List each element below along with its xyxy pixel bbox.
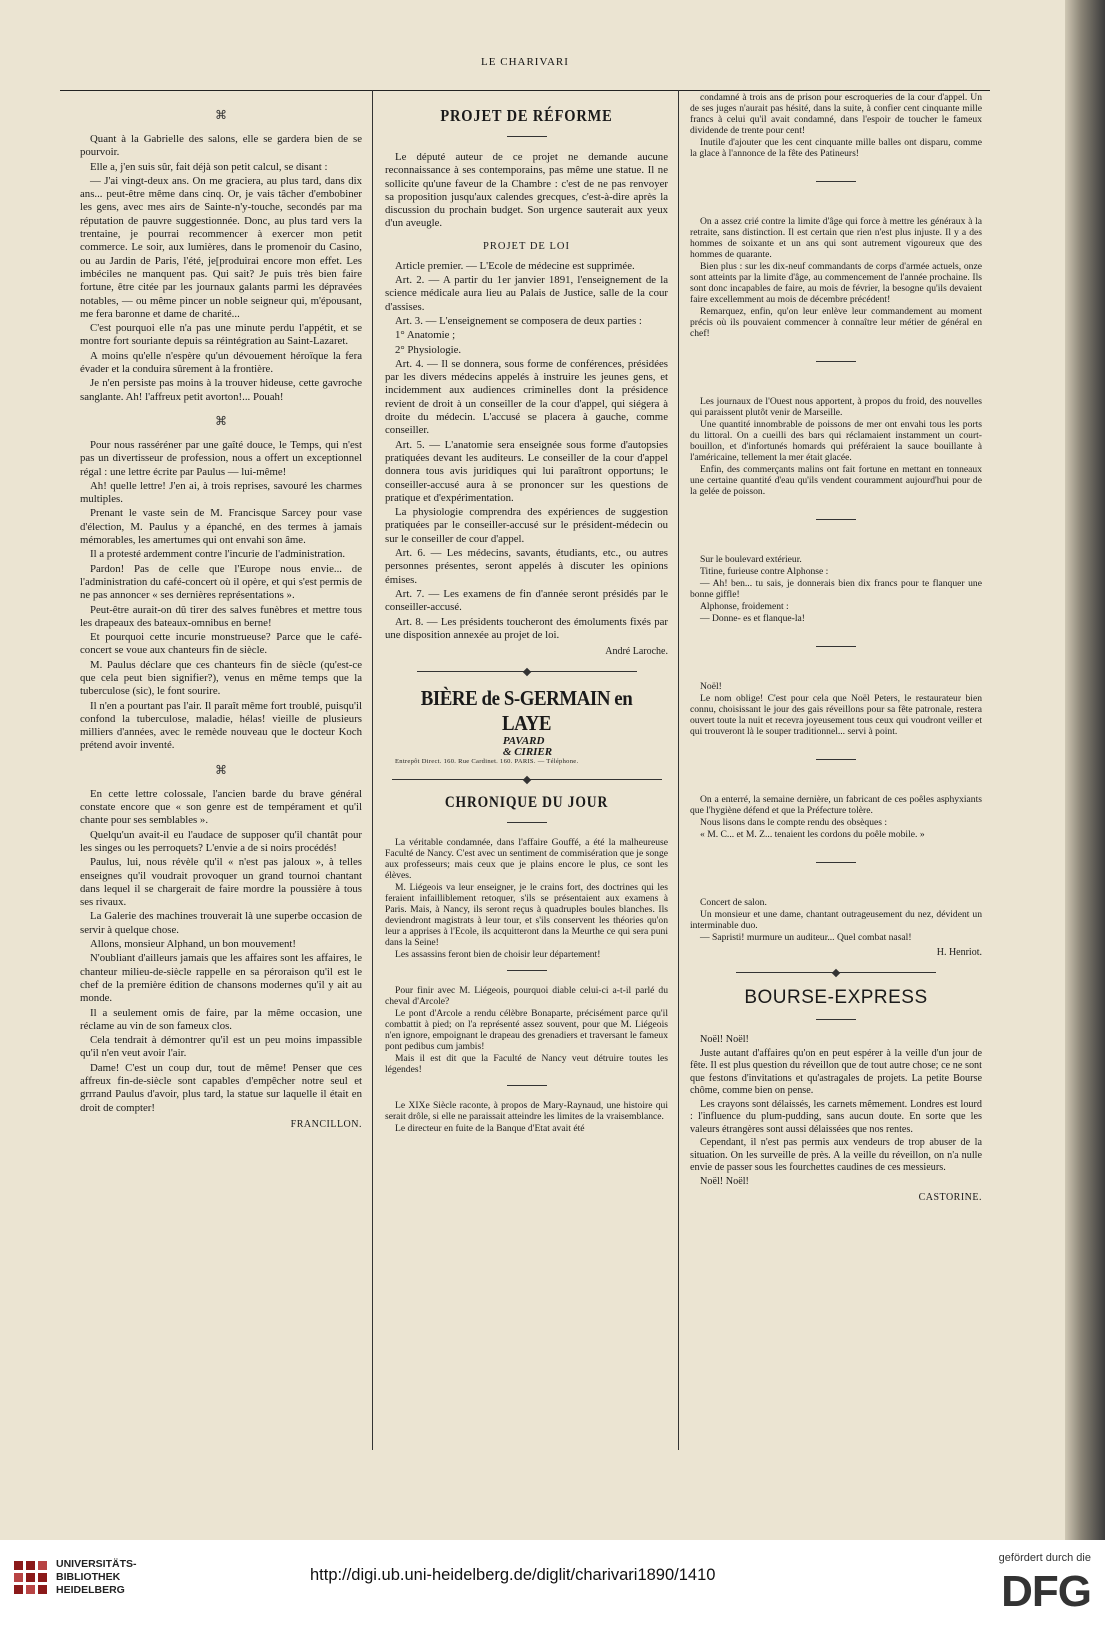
paragraph: M. Liégeois va leur enseigner, je le crains fort, des doctrines qui les feraient infailliblement retoquer, s'ils se présentaient aux examens à Paris. Mais, à Nancy, ils seront reçus à quadruples boules blanches. Ils deviendront magistrats à leur tour, et s'ils conservent les théories qu'on leur a apprises à l'Ecole, ils acquitteront dans la Meurthe ce qui sera puni dans la Seine! bbox=[385, 882, 668, 949]
paragraph: En cette lettre colossale, l'ancien barde du brave général constate encore que « son genre est de tempérament et qu'il chante pour ses semblables ». bbox=[80, 787, 362, 827]
paragraph: Quant à la Gabrielle des salons, elle se gardera bien de se pourvoir. bbox=[80, 133, 362, 159]
paragraph: Les assassins feront bien de choisir leur département! bbox=[395, 949, 601, 961]
paragraph: Concert de salon. bbox=[700, 897, 767, 908]
divider bbox=[816, 519, 856, 520]
divider bbox=[816, 646, 856, 647]
paragraph: Peut-être aurait-on dû tirer des salves funèbres et mettre tous les drapeaux des bateaux-omnibus en berne! bbox=[80, 603, 362, 629]
paragraph: Inutile d'ajouter que les cent cinquante mille balles ont disparu, comme la glace à l'annonce de la fête des Patineurs! bbox=[690, 137, 982, 159]
article-title: PROJET DE RÉFORME bbox=[440, 106, 613, 125]
paragraph: Noël! Noël! bbox=[700, 1175, 749, 1187]
article-paragraph: Art. 4. — Il se donnera, sous forme de conférences, présidées par les divers médecins appelés à instruire les jeunes gens, et incidemment aux audiences criminelles dont la présidence revient de droit à un conseiller de la cour d'appel, qui siégera à droite du médecin. L'accusé se placera à gauche, comme conseiller. bbox=[385, 357, 668, 437]
library-name bbox=[56, 1558, 137, 1597]
ad-brand-line-2: & CIRIER bbox=[502, 746, 553, 759]
funding-caption: gefördert durch die bbox=[998, 1552, 1091, 1564]
paragraph: Une quantité innombrable de poissons de mer ont envahi tous les ports du littoral. On a cueilli des bars qui réclamaient instamment un court-bouillon, et d'infortunés homards qui préféraient la sauce bouillante à l'américaine, tellement la mer était glacée. bbox=[690, 419, 982, 463]
paragraph: Et pourquoi cette incurie monstrueuse? Parce que le café-concert se voue aux chanteurs fin de siècle. bbox=[80, 631, 362, 657]
signature: FRANCILLON. bbox=[290, 1118, 362, 1130]
paragraph: M. Paulus déclare que ces chanteurs fin de siècle (qu'est-ce que cela peut bien signifier?), venus en même temps que la tuberculose (sic), le font sourire. bbox=[80, 658, 362, 698]
paragraph: Quelqu'un avait-il eu l'audace de supposer qu'il chantât pour les singes ou les perroquets? L'envie a de si noirs procédés! bbox=[80, 828, 362, 854]
paragraph: Noël! bbox=[700, 681, 722, 692]
article-paragraph: Art. 5. — L'anatomie sera enseignée sous forme d'autopsies pratiquées devant les auditeurs. Le conseiller de la cour d'appel donnera tous avis juridiques qui lui paraîtront opportuns; le conseiller-accusé aura à se prononcer sur les questions de pratique et d'expérimentation. bbox=[385, 438, 668, 504]
paragraph: La Galerie des machines trouverait là une superbe occasion de servir à quelque chose. bbox=[80, 910, 362, 936]
paragraph: Sur le boulevard extérieur. bbox=[700, 554, 802, 565]
divider bbox=[507, 970, 547, 971]
dfg-logo[interactable]: DFG bbox=[1001, 1567, 1091, 1616]
paragraph: Les journaux de l'Ouest nous apportent, à propos du froid, des nouvelles qui paraissent plutôt venir de Marseille. bbox=[690, 396, 982, 418]
paragraph: Titine, furieuse contre Alphonse : bbox=[700, 566, 829, 577]
paragraph: Remarquez, enfin, qu'on leur enlève leur commandement au moment précis où ils pouvaient commencer à connaître leur métier de général en chef! bbox=[690, 306, 982, 339]
paragraph: On a assez crié contre la limite d'âge qui force à mettre les généraux à la retraite, sans distinction. Il est certain que rien n'est plus injuste. Il y a des hommes de soixante et un ans qui sont autrement vigoureux que des hommes de quarante. bbox=[690, 216, 982, 260]
ad-brand bbox=[503, 736, 552, 758]
paragraph: — Ah! ben... tu sais, je donnerais bien dix francs pour te flanquer une bonne giffle! bbox=[690, 578, 982, 600]
ornament: ⌘ bbox=[215, 762, 227, 777]
paragraph: Il a seulement omis de faire, par la même occasion, une réclame au vin de son fameux clos. bbox=[80, 1006, 362, 1032]
paragraph: Pour finir avec M. Liégeois, pourquoi diable celui-ci a-t-il parlé du cheval d'Arcole? bbox=[385, 985, 668, 1008]
paragraph: Dame! C'est un coup dur, tout de même! Penser que ces affreux fin-de-siècle sont capables d'empêcher notre seul et grrrand Paulus d'avoir, plus tard, la statue sur laquelle il était en droit de compter! bbox=[80, 1061, 362, 1114]
article-paragraph: Art. 3. — L'enseignement se composera de deux parties : bbox=[395, 314, 642, 327]
paragraph: Elle a, j'en suis sûr, fait déjà son petit calcul, se disant : bbox=[90, 160, 328, 173]
article-paragraph: Art. 7. — Les examens de fin d'année seront présidés par le conseiller-accusé. bbox=[385, 587, 668, 614]
paragraph: A moins qu'elle n'espère qu'un dévouement héroïque la fera évader et la conduira sûrement à la frontière. bbox=[80, 349, 362, 376]
paragraph: C'est pourquoi elle n'a pas une minute perdu l'appétit, et se montre fort souriante depuis sa réintégration au Saint-Lazaret. bbox=[80, 322, 362, 348]
paragraph: Paulus, lui, nous révèle qu'il « n'est pas jaloux », à telles enseignes qu'il voudrait provoquer un grand tournoi chantant dans lequel il se chargerait de faire mordre la poussière à tous ses rivaux. bbox=[80, 856, 362, 909]
article-paragraph: Art. 6. — Les médecins, savants, étudiants, etc., ou autres personnes présentes, seront appelés à discuter les opinions émises. bbox=[385, 547, 668, 586]
divider bbox=[816, 862, 856, 863]
divider bbox=[507, 1085, 547, 1086]
paragraph: Le nom oblige! C'est pour cela que Noël Peters, le restaurateur bien connu, choisissant le jour des gais réveillons pour sa fête patronale, restera ouvert toute la nuit et recevra joyeusement tous ceux qui voudront veiller et qui trouveront là le souper traditionnel... servi à point. bbox=[690, 693, 982, 737]
paragraph: Je n'en persiste pas moins à la trouver hideuse, cette gavroche sanglante. Ah! l'affreux petit avorton!... Pouah! bbox=[80, 377, 362, 403]
header-rule bbox=[60, 90, 990, 91]
page-edge-shadow bbox=[1065, 0, 1105, 1540]
ornament: ⌘ bbox=[215, 108, 227, 122]
library-logo-icon bbox=[14, 1561, 48, 1595]
paragraph: Le XIXe Siècle raconte, à propos de Mary-Raynaud, une histoire qui serait drôle, si elle ne paraissait atteindre les limites de la vraisemblance. bbox=[385, 1100, 668, 1123]
article-paragraph: La physiologie comprendra des expériences de suggestion pratiquées par le conseiller-accusé sur le président-médecin ou sur le conseiller de cour d'appel. bbox=[385, 506, 668, 545]
ad-brand-line-1: PAVARD bbox=[502, 735, 545, 748]
page-header: LE CHARIVARI bbox=[481, 56, 569, 68]
paragraph: Les crayons sont délaissés, les carnets mêmement. Londres est lourd : l'influence du plum-pudding, sans aucun doute. En sorte que les valeurs étrangères sont aussi délaissées que nos rentes. bbox=[690, 1098, 982, 1135]
paragraph: Le député auteur de ce projet ne demande aucune reconnaissance à ses contemporains, pas même une statue. Il ne sollicite qu'une faveur de la Chambre : c'est de ne pas renvoyer sa proposition jusqu'aux calendes grecques, c'est-à-dire après la discussion du prochain budget. Son urgence sauterait aux yeux d'un aveugle. bbox=[385, 151, 668, 230]
advertisement bbox=[385, 686, 668, 765]
divider bbox=[816, 759, 856, 760]
paragraph: Juste autant d'affaires qu'on en peut espérer à la veille d'un jour de fête. Il est plus question du réveillon que de tout autre chose; ce ne sont que festons d'invitations et qu'astragales de projets. La petite Bourse chôme, comme bien on pense. bbox=[690, 1047, 982, 1096]
column-divider-1 bbox=[372, 90, 373, 1450]
article-title: CHRONIQUE DU JOUR bbox=[444, 794, 609, 812]
article-paragraph: Art. 2. — A partir du 1er janvier 1891, l'enseignement de la science médicale aura lieu au Palais de Justice, salle de la cour d'assises. bbox=[385, 274, 668, 313]
library-logo[interactable] bbox=[14, 1558, 137, 1597]
paragraph: N'oubliant d'ailleurs jamais que les affaires sont les affaires, le chanteur milieu-de-siècle rappelle en sa péroraison qu'il est le chef de la première édition de chansons modernes qu'il y ait au monde. bbox=[80, 952, 362, 1005]
article-title: BOURSE-EXPRESS bbox=[744, 987, 928, 1008]
paragraph: Pour nous rasséréner par une gaîté douce, le Temps, qui n'est pas un divertisseur de profession, nous a offert un exceptionnel régal : une lettre écrite par Paulus — lui-même! bbox=[80, 438, 362, 478]
signature: H. Henriot. bbox=[936, 947, 982, 958]
column-3 bbox=[690, 92, 982, 1452]
paragraph: Cependant, il n'est pas permis aux vendeurs de trop abuser de la situation. On les surveille de près. A la veille du réveillon, on n'a nulle envie de passer sous les fourchettes caudines de ces messieurs. bbox=[690, 1137, 982, 1173]
paragraph: Enfin, des commerçants malins ont fait fortune en mettant en tonneaux une certaine quantité d'eau qu'ils vendent couramment aujourd'hui pour de la gelée de poisson. bbox=[690, 464, 982, 497]
article-paragraph: Article premier. — L'Ecole de médecine est supprimée. bbox=[395, 259, 635, 272]
column-2 bbox=[385, 98, 668, 1458]
paragraph: Il a protesté ardemment contre l'incurie de l'administration. bbox=[90, 548, 346, 561]
divider bbox=[507, 136, 547, 137]
ornamental-separator bbox=[417, 671, 637, 672]
signature: André Laroche. bbox=[605, 646, 668, 658]
article-paragraph: Art. 8. — Les présidents toucheront des émoluments fixés par une disposition annexée au projet de loi. bbox=[385, 615, 668, 641]
ad-address: Entrepôt Direct. 160. Rue Cardinet. 160. PARIS. — Téléphone. bbox=[395, 758, 579, 766]
signature: CASTORINE. bbox=[918, 1192, 982, 1203]
viewer-footer bbox=[0, 1540, 1105, 1628]
ornament: ⌘ bbox=[215, 413, 227, 428]
ad-headline: BIÈRE de S-GERMAIN en LAYE bbox=[420, 686, 633, 736]
separator bbox=[736, 972, 936, 973]
permalink-url[interactable]: http://digi.ub.uni-heidelberg.de/diglit/charivari1890/1410 bbox=[310, 1566, 716, 1584]
paragraph: Mais il est dit que la Faculté de Nancy veut détruire toutes les légendes! bbox=[385, 1053, 668, 1076]
paragraph: « M. C... et M. Z... tenaient les cordons du poêle mobile. » bbox=[700, 829, 925, 840]
library-name-line: BIBLIOTHEK bbox=[56, 1571, 121, 1583]
paragraph: Noël! Noël! bbox=[700, 1034, 749, 1045]
paragraph: Le pont d'Arcole a rendu célèbre Bonaparte, précisément parce qu'il combattit à pied; on l'a représenté assez souvent, pour que M. Liégeois n'en ignore, empoignant le drapeau des grenadiers et traversant le fameux pont pedibus cum jambis! bbox=[385, 1008, 668, 1053]
paragraph: condamné à trois ans de prison pour escroqueries de la cour d'appel. Un de ses juges n'aurait pas hésité, dans la suite, à confier cent cinquante mille francs à celui qu'il avait condamné, dans l'espoir de toucher le fameux dividende de trente pour cent! bbox=[690, 92, 982, 136]
column-1 bbox=[80, 98, 362, 1458]
paragraph: On a enterré, la semaine dernière, un fabricant de ces poêles asphyxiants que l'hygiène défend et que la Préfecture tolère. bbox=[690, 794, 982, 816]
paragraph: Un monsieur et une dame, chantant outrageusement du nez, dévident un interminable duo. bbox=[690, 909, 982, 931]
divider bbox=[507, 822, 547, 823]
paragraph: La véritable condamnée, dans l'affaire Gouffé, a été la malheureuse Faculté de Nancy. C'est avec un sentiment de commisération que je songe aux professeurs; mais ceux que je plains encore le plus, ce sont les élèves. bbox=[385, 837, 668, 882]
paragraph: — J'ai vingt-deux ans. On me graciera, au plus tard, dans dix ans... peut-être même dans cinq. Or, je vais tâcher d'embobiner les gens, avec mes airs de Sainte-n'y-touche, secondés par ma réputation de pauvre suggestionnée. Donc, au plus tard vers la trentaine, je pourrai recommencer à exercer mon petit commerce. Le soir, aux lumières, dans le promenoir du Casino, ou au Jardin de Paris, l'été, je[produirai encore mon effet. Les imbéciles ne manquent pas. Qui sait? Je puis très bien faire fortune, être citée par les journaux galants parmi les dépravées notables, — ou même pincer un noble seigneur qui, m'épousant, me fera baronne et dame de charité... bbox=[80, 174, 362, 320]
article-paragraph: 2° Physiologie. bbox=[395, 343, 462, 356]
paragraph: Cela tendrait à démontrer qu'il est un peu moins impassible qu'il n'en veut avoir l'air. bbox=[80, 1034, 362, 1060]
column-divider-2 bbox=[678, 90, 679, 1450]
paragraph: Alphonse, froidement : bbox=[700, 601, 789, 612]
article-paragraph: 1° Anatomie ; bbox=[395, 329, 456, 342]
divider bbox=[816, 361, 856, 362]
paragraph: Pardon! Pas de celle que l'Europe nous envie... de l'administration du café-concert où il opère, et qui s'est permis de ne pas annoncer « ses dernières représentations ». bbox=[80, 562, 362, 602]
paragraph: — Donne- es et flanque-la! bbox=[700, 613, 805, 624]
paragraph: Bien plus : sur les dix-neuf commandants de corps d'armée actuels, onze sont atteints par la limite d'âge, au commencement de l'année prochaine. Ils sont donc incapables de faire, au mois de février, la besogne qu'ils devaient faire excellemment au mois de décembre précédent! bbox=[690, 261, 982, 305]
paragraph: Le directeur en fuite de la Banque d'Etat avait été bbox=[395, 1123, 585, 1135]
paragraph: Il n'en a pourtant pas l'air. Il paraît même fort troublé, puisqu'il confond la tuberculose, maladie, hélas! vieille de plusieurs milliers d'années, avec le remède nouveau que le docteur Koch prétend avoir inventé. bbox=[80, 699, 362, 752]
paragraph: Nous lisons dans le compte rendu des obsèques : bbox=[700, 817, 888, 828]
library-name-line: HEIDELBERG bbox=[56, 1584, 125, 1596]
section-subtitle: PROJET DE LOI bbox=[483, 240, 570, 252]
paragraph: Prenant le vaste sein de M. Francisque Sarcey pour vase d'élection, M. Paulus y a épanché, en des termes à jamais mémorables, les amertumes qui ont envahi son âme. bbox=[80, 507, 362, 547]
paragraph: Ah! quelle lettre! J'en ai, à trois reprises, savouré les charmes multiples. bbox=[80, 479, 362, 506]
divider bbox=[816, 1019, 856, 1020]
paragraph: Allons, monsieur Alphand, un bon mouvement! bbox=[90, 938, 297, 951]
paragraph: — Sapristi! murmure un auditeur... Quel combat nasal! bbox=[700, 932, 912, 943]
divider bbox=[816, 181, 856, 182]
chronique-block bbox=[385, 837, 668, 960]
library-name-line: UNIVERSITÄTS- bbox=[56, 1558, 137, 1570]
separator bbox=[392, 779, 662, 780]
